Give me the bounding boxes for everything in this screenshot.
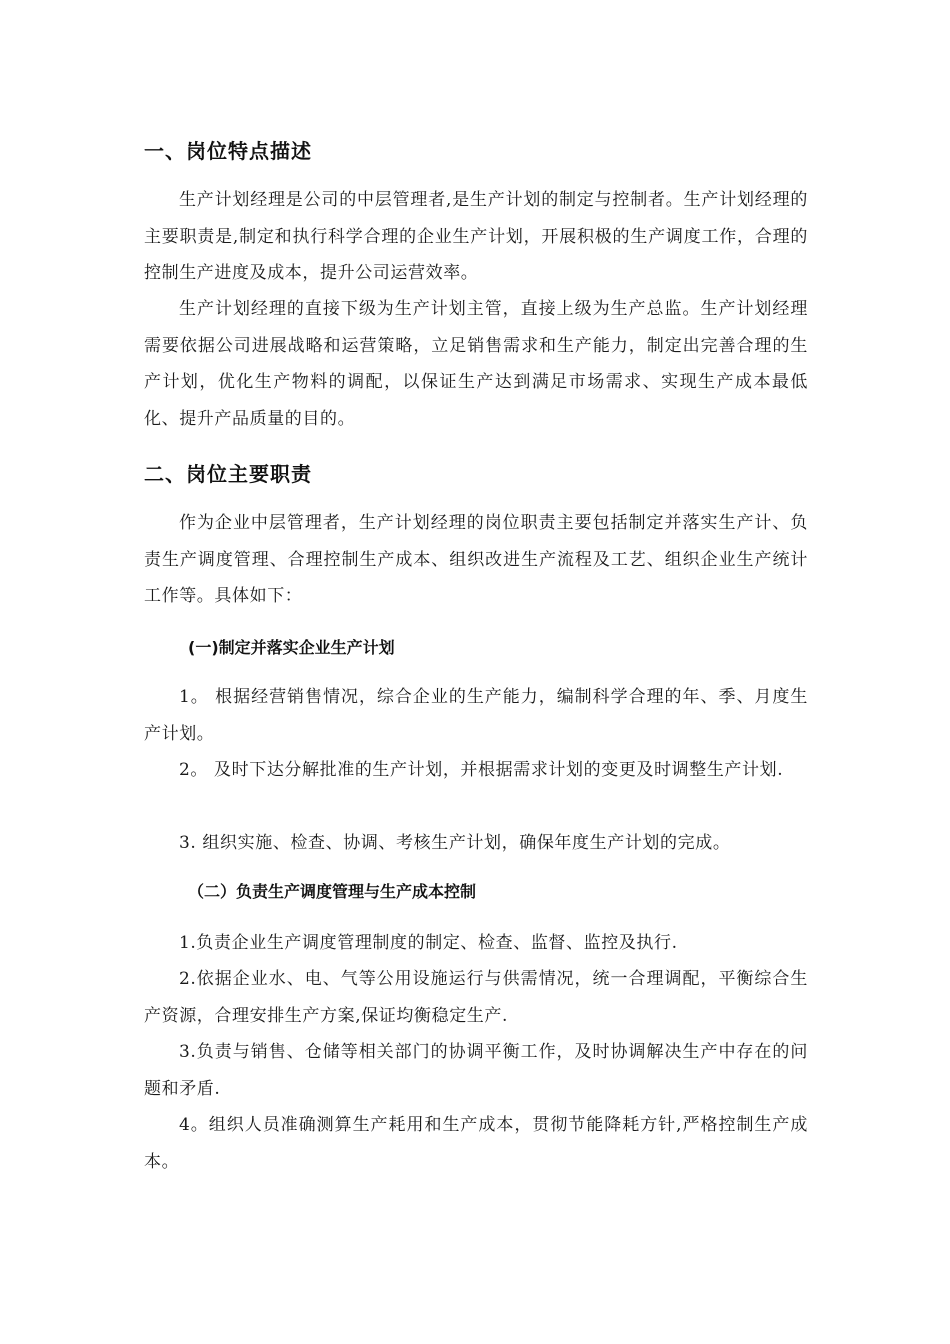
section-1-heading: 一、岗位特点描述 <box>144 139 312 163</box>
section-2-heading: 二、岗位主要职责 <box>144 462 312 486</box>
subsection-1-item-1: 1。 根据经营销售情况，综合企业的生产能力，编制科学合理的年、季、月度生产计划。 <box>144 687 808 744</box>
subsection-1-heading: (一)制定并落实企业生产计划 <box>188 638 395 657</box>
subsection-2-item-4: 4。组织人员准确测算生产耗用和生产成本，贯彻节能降耗方针,严格控制生产成本。 <box>144 1115 808 1172</box>
subsection-2-heading: （二）负责生产调度管理与生产成本控制 <box>188 882 477 901</box>
section-1-paragraph-2: 生产计划经理的直接下级为生产计划主管，直接上级为生产总监。生产计划经理需要依据公司进展战略和运营策略，立足销售需求和生产能力，制定出完善合理的生产计划，优化生产物料的调配，以保证生产达到满足市场需求、实现生产成本最低化、提升产品质量的目的。 <box>144 299 808 429</box>
subsection-1-item-3: 3. 组织实施、检查、协调、考核生产计划，确保年度生产计划的完成。 <box>179 833 731 853</box>
subsection-1-item-2: 2。 及时下达分解批准的生产计划，并根据需求计划的变更及时调整生产计划. <box>179 760 784 780</box>
subsection-2-item-1: 1.负责企业生产调度管理制度的制定、检查、监督、监控及执行. <box>179 933 678 953</box>
section-1-paragraph-1: 生产计划经理是公司的中层管理者,是生产计划的制定与控制者。生产计划经理的主要职责是,制定和执行科学合理的企业生产计划，开展积极的生产调度工作，合理的控制生产进度及成本，提升公司运营效率。 <box>144 190 808 283</box>
section-2-intro: 作为企业中层管理者，生产计划经理的岗位职责主要包括制定并落实生产计、负责生产调度管理、合理控制生产成本、组织改进生产流程及工艺、组织企业生产统计工作等。具体如下： <box>144 513 808 606</box>
subsection-2-item-3: 3.负责与销售、仓储等相关部门的协调平衡工作，及时协调解决生产中存在的问题和矛盾. <box>144 1042 808 1099</box>
subsection-2-item-2: 2.依据企业水、电、气等公用设施运行与供需情况，统一合理调配，平衡综合生产资源，合理安排生产方案,保证均衡稳定生产. <box>144 969 808 1026</box>
